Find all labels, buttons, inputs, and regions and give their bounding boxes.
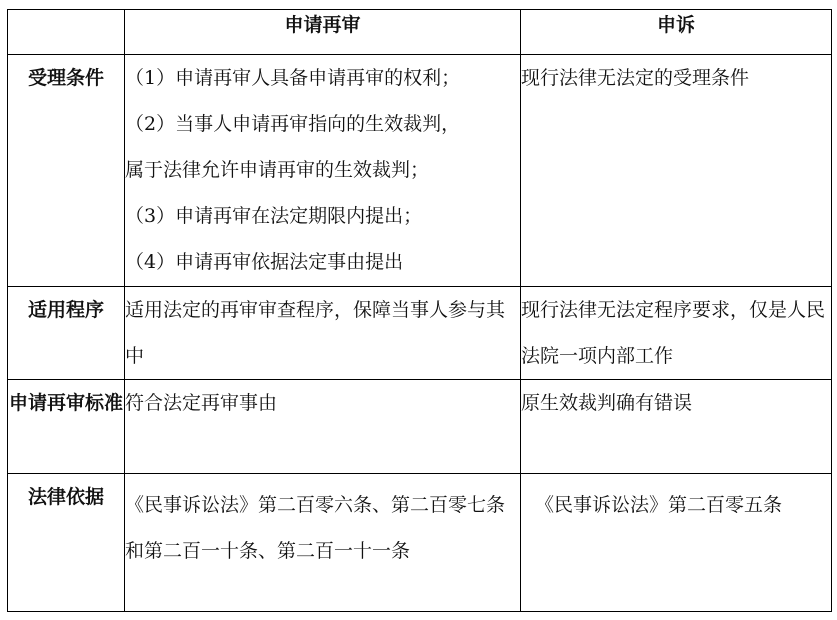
header-petition: 申诉: [521, 10, 832, 55]
acceptance-conditions-petition-cell: 现行法律无法定的受理条件: [521, 55, 832, 287]
standard-retrial-cell: 符合法定再审事由: [125, 380, 521, 474]
condition-line-1: （1）申请再审人具备申请再审的权利；: [125, 67, 461, 89]
condition-line-2: （2）当事人申请再审指向的生效裁判，: [125, 113, 461, 135]
condition-line-3: 属于法律允许申请再审的生效裁判；: [125, 159, 430, 181]
acceptance-conditions-retrial-cell: [125, 55, 521, 287]
header-retrial-application: 申请再审: [125, 10, 521, 55]
header-corner-cell: [8, 10, 125, 55]
table-row: [8, 287, 832, 380]
row-label-acceptance-conditions: 受理条件: [8, 55, 125, 287]
legal-basis-retrial-cell: 《民事诉讼法》第二百零六条、第二百零七条和第二百一十条、第二百一十一条: [125, 474, 521, 612]
comparison-table: [7, 9, 832, 612]
header-row: [8, 10, 832, 55]
row-label-retrial-standard: 申请再审标准: [8, 380, 125, 474]
standard-petition-cell: 原生效裁判确有错误: [521, 380, 832, 474]
row-label-legal-basis: 法律依据: [8, 474, 125, 612]
table-row: [8, 380, 832, 474]
legal-basis-petition-cell: 《民事诉讼法》第二百零五条: [521, 474, 832, 612]
condition-line-4: （3）申请再审在法定期限内提出；: [125, 205, 423, 227]
table-row: [8, 55, 832, 287]
procedure-petition-cell: 现行法律无法定程序要求，仅是人民法院一项内部工作: [521, 287, 832, 380]
row-label-applicable-procedure: 适用程序: [8, 287, 125, 380]
condition-line-5: （4）申请再审依据法定事由提出: [125, 251, 404, 273]
table-row: [8, 474, 832, 612]
procedure-retrial-cell: 适用法定的再审审查程序，保障当事人参与其中: [125, 287, 521, 380]
